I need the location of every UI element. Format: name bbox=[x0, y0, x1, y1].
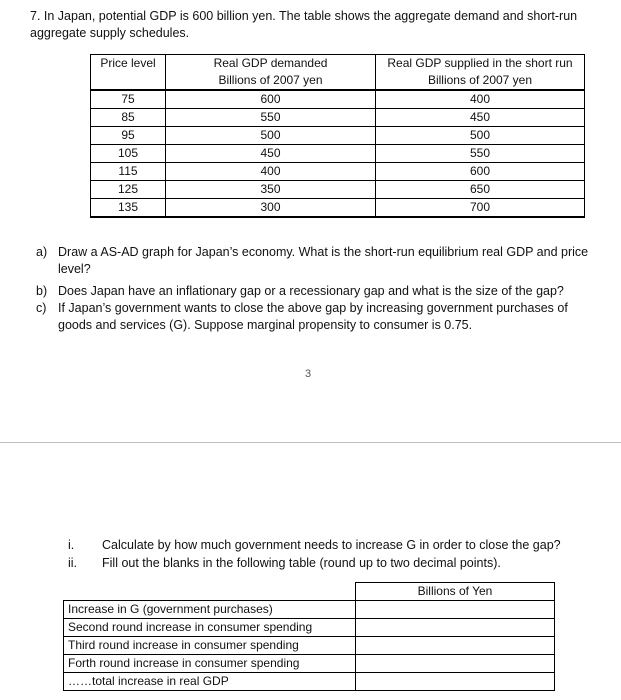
table-row bbox=[64, 619, 555, 637]
subpart-i bbox=[68, 537, 608, 554]
part-a-line1: Draw a AS-AD graph for Japan’s economy. What is the short-run equilibrium real GDP and price bbox=[58, 245, 589, 259]
supplied-cell: 700 bbox=[376, 199, 585, 218]
header-billions-of-yen: Billions of Yen bbox=[356, 583, 555, 601]
answer-cell[interactable] bbox=[356, 601, 555, 619]
demanded-cell: 550 bbox=[166, 109, 376, 127]
row-label: ……total increase in real GDP bbox=[64, 673, 356, 691]
subpart-ii-text: Fill out the blanks in the following table (round up to two decimal points). bbox=[102, 556, 501, 570]
price-cell: 105 bbox=[91, 145, 166, 163]
supplied-cell: 500 bbox=[376, 127, 585, 145]
table-row bbox=[64, 673, 555, 691]
demanded-cell: 500 bbox=[166, 127, 376, 145]
row-label: Forth round increase in consumer spending bbox=[64, 655, 356, 673]
price-cell: 135 bbox=[91, 199, 166, 218]
demanded-cell: 600 bbox=[166, 90, 376, 109]
header-gdp-demanded-line1: Real GDP demanded bbox=[213, 56, 328, 70]
ad-as-table-header bbox=[91, 55, 585, 91]
part-b-text: Does Japan have an inflationary gap or a recessionary gap and what is the size of the gap? bbox=[58, 284, 564, 298]
price-cell: 85 bbox=[91, 109, 166, 127]
table-row bbox=[91, 163, 585, 181]
page-divider bbox=[0, 442, 621, 443]
row-label: Third round increase in consumer spending bbox=[64, 637, 356, 655]
answer-cell[interactable] bbox=[356, 655, 555, 673]
part-a-label: a) bbox=[36, 245, 48, 259]
table-row bbox=[91, 90, 585, 109]
demanded-cell: 400 bbox=[166, 163, 376, 181]
table-row bbox=[64, 637, 555, 655]
multiplier-table-header bbox=[64, 583, 555, 601]
header-gdp-supplied-line2: Billions of 2007 yen bbox=[427, 73, 533, 87]
demanded-cell: 350 bbox=[166, 181, 376, 199]
part-a-line2: level? bbox=[58, 262, 91, 276]
price-cell: 75 bbox=[91, 90, 166, 109]
question-intro bbox=[30, 8, 610, 42]
header-gdp-supplied bbox=[376, 55, 585, 91]
header-price-level: Price level bbox=[91, 55, 166, 91]
part-a bbox=[36, 244, 606, 278]
header-gdp-demanded-line2: Billions of 2007 yen bbox=[218, 73, 323, 87]
supplied-cell: 550 bbox=[376, 145, 585, 163]
supplied-cell: 600 bbox=[376, 163, 585, 181]
demanded-cell: 300 bbox=[166, 199, 376, 218]
answer-cell[interactable] bbox=[356, 619, 555, 637]
page-number: 3 bbox=[305, 368, 312, 380]
part-b-label: b) bbox=[36, 284, 48, 298]
subpart-ii bbox=[68, 555, 608, 572]
header-gdp-supplied-line1: Real GDP supplied in the short run bbox=[387, 56, 573, 70]
part-c bbox=[36, 300, 606, 334]
part-c-label: c) bbox=[36, 301, 47, 315]
supplied-cell: 450 bbox=[376, 109, 585, 127]
question-intro-line2: aggregate supply schedules. bbox=[30, 26, 190, 40]
answer-cell[interactable] bbox=[356, 673, 555, 691]
subpart-ii-label: ii. bbox=[68, 556, 78, 570]
table-row bbox=[91, 145, 585, 163]
supplied-cell: 650 bbox=[376, 181, 585, 199]
subpart-i-label: i. bbox=[68, 538, 75, 552]
header-blank-cell bbox=[64, 583, 356, 601]
subpart-i-text: Calculate by how much government needs to increase G in order to close the gap? bbox=[102, 538, 561, 552]
ad-as-table bbox=[90, 54, 585, 218]
table-row bbox=[64, 655, 555, 673]
price-cell: 115 bbox=[91, 163, 166, 181]
part-b bbox=[36, 283, 606, 300]
demanded-cell: 450 bbox=[166, 145, 376, 163]
row-label: Increase in G (government purchases) bbox=[64, 601, 356, 619]
question-intro-line1: 7. In Japan, potential GDP is 600 billion yen. The table shows the aggregate demand and short-run bbox=[30, 9, 578, 23]
table-row bbox=[91, 109, 585, 127]
table-row bbox=[91, 181, 585, 199]
table-row bbox=[91, 199, 585, 218]
supplied-cell: 400 bbox=[376, 90, 585, 109]
price-cell: 125 bbox=[91, 181, 166, 199]
table-row bbox=[64, 601, 555, 619]
table-row bbox=[91, 127, 585, 145]
header-gdp-demanded bbox=[166, 55, 376, 91]
answer-cell[interactable] bbox=[356, 637, 555, 655]
price-cell: 95 bbox=[91, 127, 166, 145]
part-c-line1: If Japan’s government wants to close the above gap by increasing government purchases of bbox=[58, 301, 568, 315]
multiplier-table bbox=[63, 582, 555, 691]
part-c-line2: goods and services (G). Suppose marginal propensity to consumer is 0.75. bbox=[58, 318, 473, 332]
row-label: Second round increase in consumer spending bbox=[64, 619, 356, 637]
